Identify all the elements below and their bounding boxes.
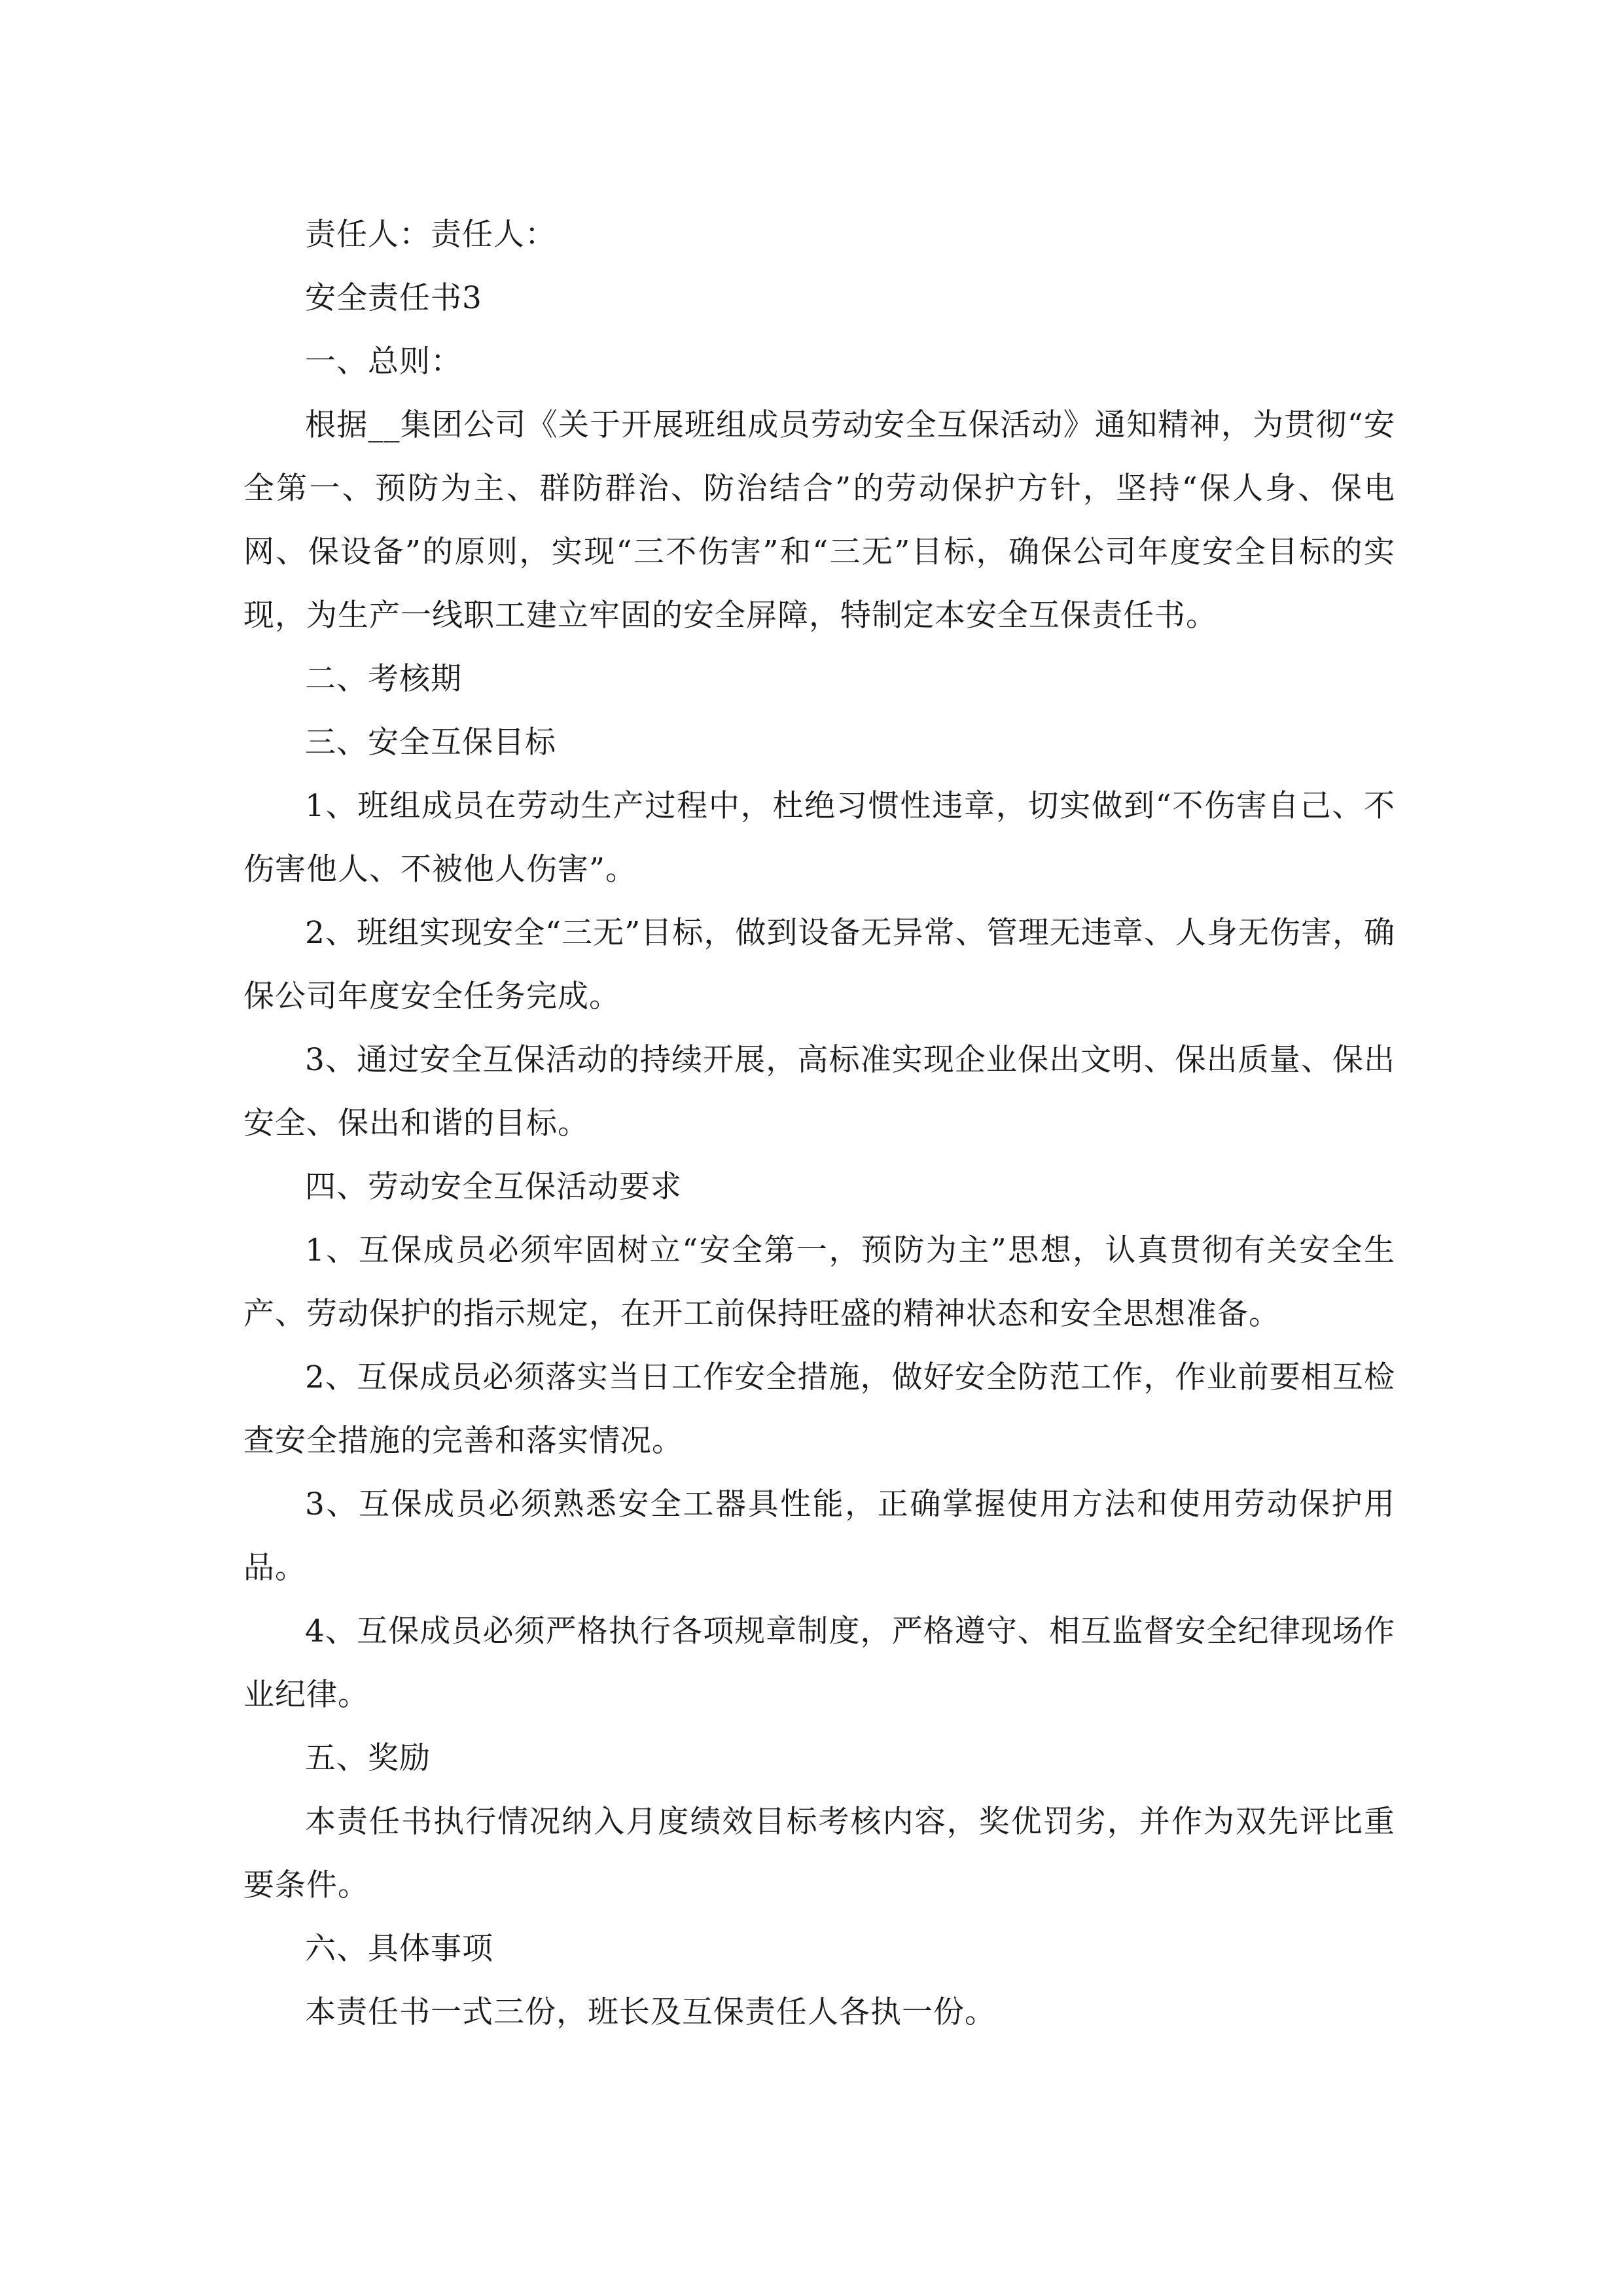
document-body bbox=[243, 203, 1395, 2044]
section-heading-rewards: 五、奖励 bbox=[305, 1740, 431, 1776]
goal-item-3: 3、通过安全互保活动的持续开展，高标准实现企业保出文明、保出质量、保出安全、保出和谐的目标。 bbox=[243, 1042, 1395, 1141]
requirement-item-4: 4、互保成员必须严格执行各项规章制度，严格遵守、相互监督安全纪律现场作业纪律。 bbox=[243, 1613, 1395, 1713]
paragraph-general: 根据__集团公司《关于开展班组成员劳动安全互保活动》通知精神，为贯彻“安全第一、预防为主、群防群治、防治结合”的劳动保护方针，坚持“保人身、保电网、保设备”的原则，实现“三不伤害”和“三无”目标，确保公司年度安全目标的实现，为生产一线职工建立牢固的安全屏障，特制定本安全互保责任书。 bbox=[243, 407, 1395, 634]
section-heading-general: 一、总则： bbox=[305, 344, 462, 380]
section-heading-assessment-period: 二、考核期 bbox=[305, 661, 462, 697]
goal-item-2: 2、班组实现安全“三无”目标，做到设备无异常、管理无违章、人身无伤害，确保公司年度安全任务完成。 bbox=[243, 915, 1395, 1014]
requirement-item-3: 3、互保成员必须熟悉安全工器具性能，正确掌握使用方法和使用劳动保护用品。 bbox=[243, 1486, 1395, 1586]
paragraph-specifics: 本责任书一式三份，班长及互保责任人各执一份。 bbox=[305, 1994, 996, 2030]
requirement-item-1: 1、互保成员必须牢固树立“安全第一，预防为主”思想，认真贯彻有关安全生产、劳动保护的指示规定，在开工前保持旺盛的精神状态和安全思想准备。 bbox=[243, 1232, 1395, 1332]
responsible-persons-line: 责任人：责任人： bbox=[305, 217, 556, 253]
section-heading-specifics: 六、具体事项 bbox=[305, 1931, 493, 1967]
requirement-item-2: 2、互保成员必须落实当日工作安全措施，做好安全防范工作，作业前要相互检查安全措施的完善和落实情况。 bbox=[243, 1359, 1395, 1459]
document-title: 安全责任书3 bbox=[305, 280, 482, 316]
goal-item-1: 1、班组成员在劳动生产过程中，杜绝习惯性违章，切实做到“不伤害自己、不伤害他人、不被他人伤害”。 bbox=[243, 788, 1395, 888]
paragraph-rewards: 本责任书执行情况纳入月度绩效目标考核内容，奖优罚劣，并作为双先评比重要条件。 bbox=[243, 1804, 1395, 1903]
section-heading-goals: 三、安全互保目标 bbox=[305, 725, 556, 761]
section-heading-requirements: 四、劳动安全互保活动要求 bbox=[305, 1169, 682, 1205]
